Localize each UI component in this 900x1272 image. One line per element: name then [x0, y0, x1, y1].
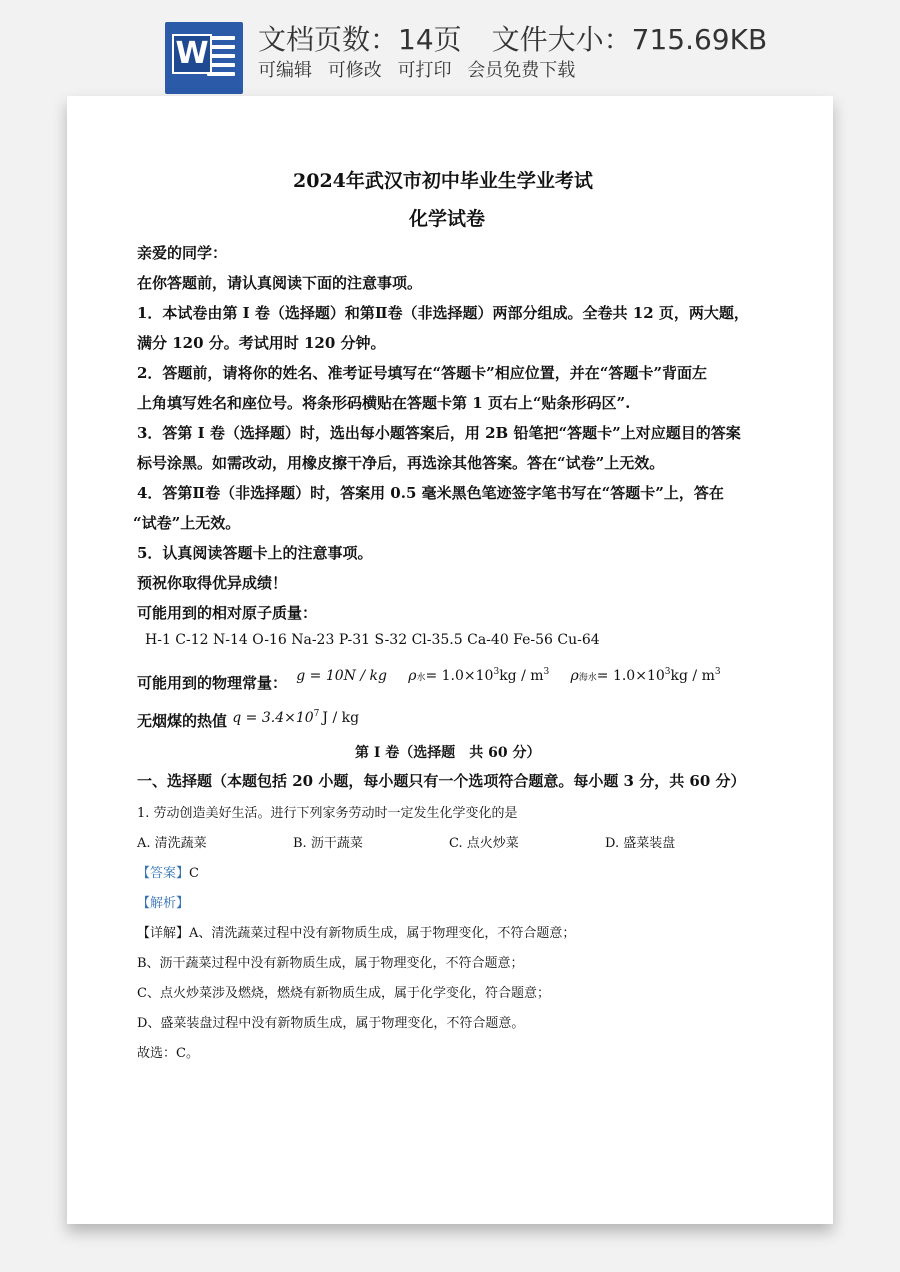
feature-member-download: 会员免费下载: [467, 60, 576, 81]
option-a: A. 清洗蔬菜: [137, 836, 207, 851]
greeting: 亲爱的同学：: [137, 244, 228, 262]
gravity-constant: [296, 668, 387, 684]
heat-value: [137, 710, 359, 731]
heat-value-expr: [232, 710, 359, 726]
instruction-2b: 上角填写姓名和座位号。将条形码横贴在答题卡第 1 页右上“贴条形码区”.: [137, 394, 631, 412]
instruction-5: 5．认真阅读答题卡上的注意事项。: [137, 544, 373, 562]
seawater-density: ρ海水= $1.0\times 10^3kg / m^3$: [570, 667, 721, 684]
file-info: [258, 18, 767, 58]
feature-list: [258, 56, 585, 82]
detail-line-1: 【详解】A、清洗蔬菜过程中没有新物质生成，属于物理变化，不符合题意；: [137, 926, 576, 941]
option-d: D. 盛菜装盘: [605, 836, 676, 851]
seawater-density-expr: = 1.0×10: [596, 668, 665, 684]
notice: 在你答题前，请认真阅读下面的注意事项。: [137, 274, 423, 292]
detail-line-3: C、点火炒菜涉及燃烧，燃烧有新物质生成，属于化学变化，符合题意；: [137, 986, 550, 1001]
conclusion: 故选：C。: [137, 1046, 199, 1061]
wish: 预祝你取得优异成绩！: [137, 574, 288, 592]
instruction-3b: 标号涂黑。如需改动，用橡皮擦干净后，再选涂其他答案。答在“试卷”上无效。: [137, 454, 665, 472]
option-c: C. 点火炒菜: [449, 836, 519, 851]
download-banner: [0, 0, 900, 96]
part-one-heading: 一、选择题（本题包括 20 小题，每小题只有一个选项符合题意。每小题 3 分，共 60 分）: [137, 772, 746, 790]
instruction-3a: 3．答第 I 卷（选择题）时，选出每小题答案后，用 2B 铅笔把“答题卡”上对应题目的答案: [137, 424, 741, 442]
seawater-density-exp: 3: [664, 667, 671, 677]
water-density-unit-exp: 3: [543, 667, 550, 677]
instruction-1b: 满分 120 分。考试用时 120 分钟。: [137, 334, 386, 352]
water-density: ρ水= $1.0\times 10^3kg / m^3$: [408, 667, 550, 684]
seawater-density-sub: 海水: [578, 673, 597, 683]
analysis-tag: 【解析】: [137, 896, 190, 911]
atomic-mass-values: H-1 C-12 N-14 O-16 Na-23 P-31 S-32 Cl-35.5 Ca-40 Fe-56 Cu-64: [145, 632, 600, 648]
document-page: [67, 96, 833, 1224]
option-b: B. 沥干蔬菜: [293, 836, 363, 851]
word-document-icon: [165, 22, 243, 94]
instruction-4b: “试卷”上无效。: [133, 514, 241, 532]
seawater-density-unit: kg / m: [670, 668, 715, 684]
doc-subtitle: 化学试卷: [409, 208, 486, 230]
feature-modifiable: 可修改: [327, 60, 382, 81]
section-title: 第 I 卷（选择题 共 60 分）: [355, 745, 541, 761]
instruction-1a: 1．本试卷由第 I 卷（选择题）和第Ⅱ卷（非选择题）两部分组成。全卷共 12 页，两大题，: [137, 304, 749, 322]
page-count: 文档页数：14页: [258, 23, 462, 56]
heat-value-label: 无烟煤的热值: [137, 712, 228, 730]
heat-unit: J / kg: [322, 710, 360, 726]
instruction-4a: 4．答第Ⅱ卷（非选择题）时，答案用 0.5 毫米黑色笔迹签字笔书写在“答题卡”上，答在: [137, 484, 724, 502]
instruction-2a: 2．答题前，请将你的姓名、准考证号填写在“答题卡”相应位置，并在“答题卡”背面左: [137, 364, 707, 382]
heat-exp: 7: [313, 709, 320, 719]
answer: [137, 862, 199, 881]
detail-line-4: D、盛菜装盘过程中没有新物质生成，属于物理变化，不符合题意。: [137, 1016, 525, 1031]
atomic-mass-label: 可能用到的相对原子质量：: [137, 604, 318, 622]
answer-tag: 【答案】: [137, 866, 190, 881]
detail-line-2: B、沥干蔬菜过程中没有新物质生成，属于物理变化，不符合题意；: [137, 956, 524, 971]
gravity-expr: g = 10N / kg: [296, 668, 387, 684]
physical-constants-label: 可能用到的物理常量：: [137, 674, 288, 692]
water-density-exp: 3: [493, 667, 500, 677]
water-density-sub: 水: [416, 673, 426, 683]
file-size: 文件大小：715.69KB: [491, 23, 768, 56]
question-1: 1. 劳动创造美好生活。进行下列家务劳动时一定发生化学变化的是: [137, 806, 518, 821]
water-density-unit: kg / m: [499, 668, 544, 684]
water-density-expr: = 1.0×10: [425, 668, 494, 684]
answer-value: C: [189, 866, 199, 881]
physical-constants: [137, 667, 721, 693]
doc-title: 2024年武汉市初中毕业生学业考试: [293, 170, 593, 192]
feature-printable: 可打印: [397, 60, 452, 81]
seawater-density-unit-exp: 3: [714, 667, 721, 677]
word-icon-letter: W: [172, 34, 212, 74]
heat-expr: q = 3.4×10: [232, 710, 314, 726]
feature-editable: 可编辑: [258, 60, 312, 81]
